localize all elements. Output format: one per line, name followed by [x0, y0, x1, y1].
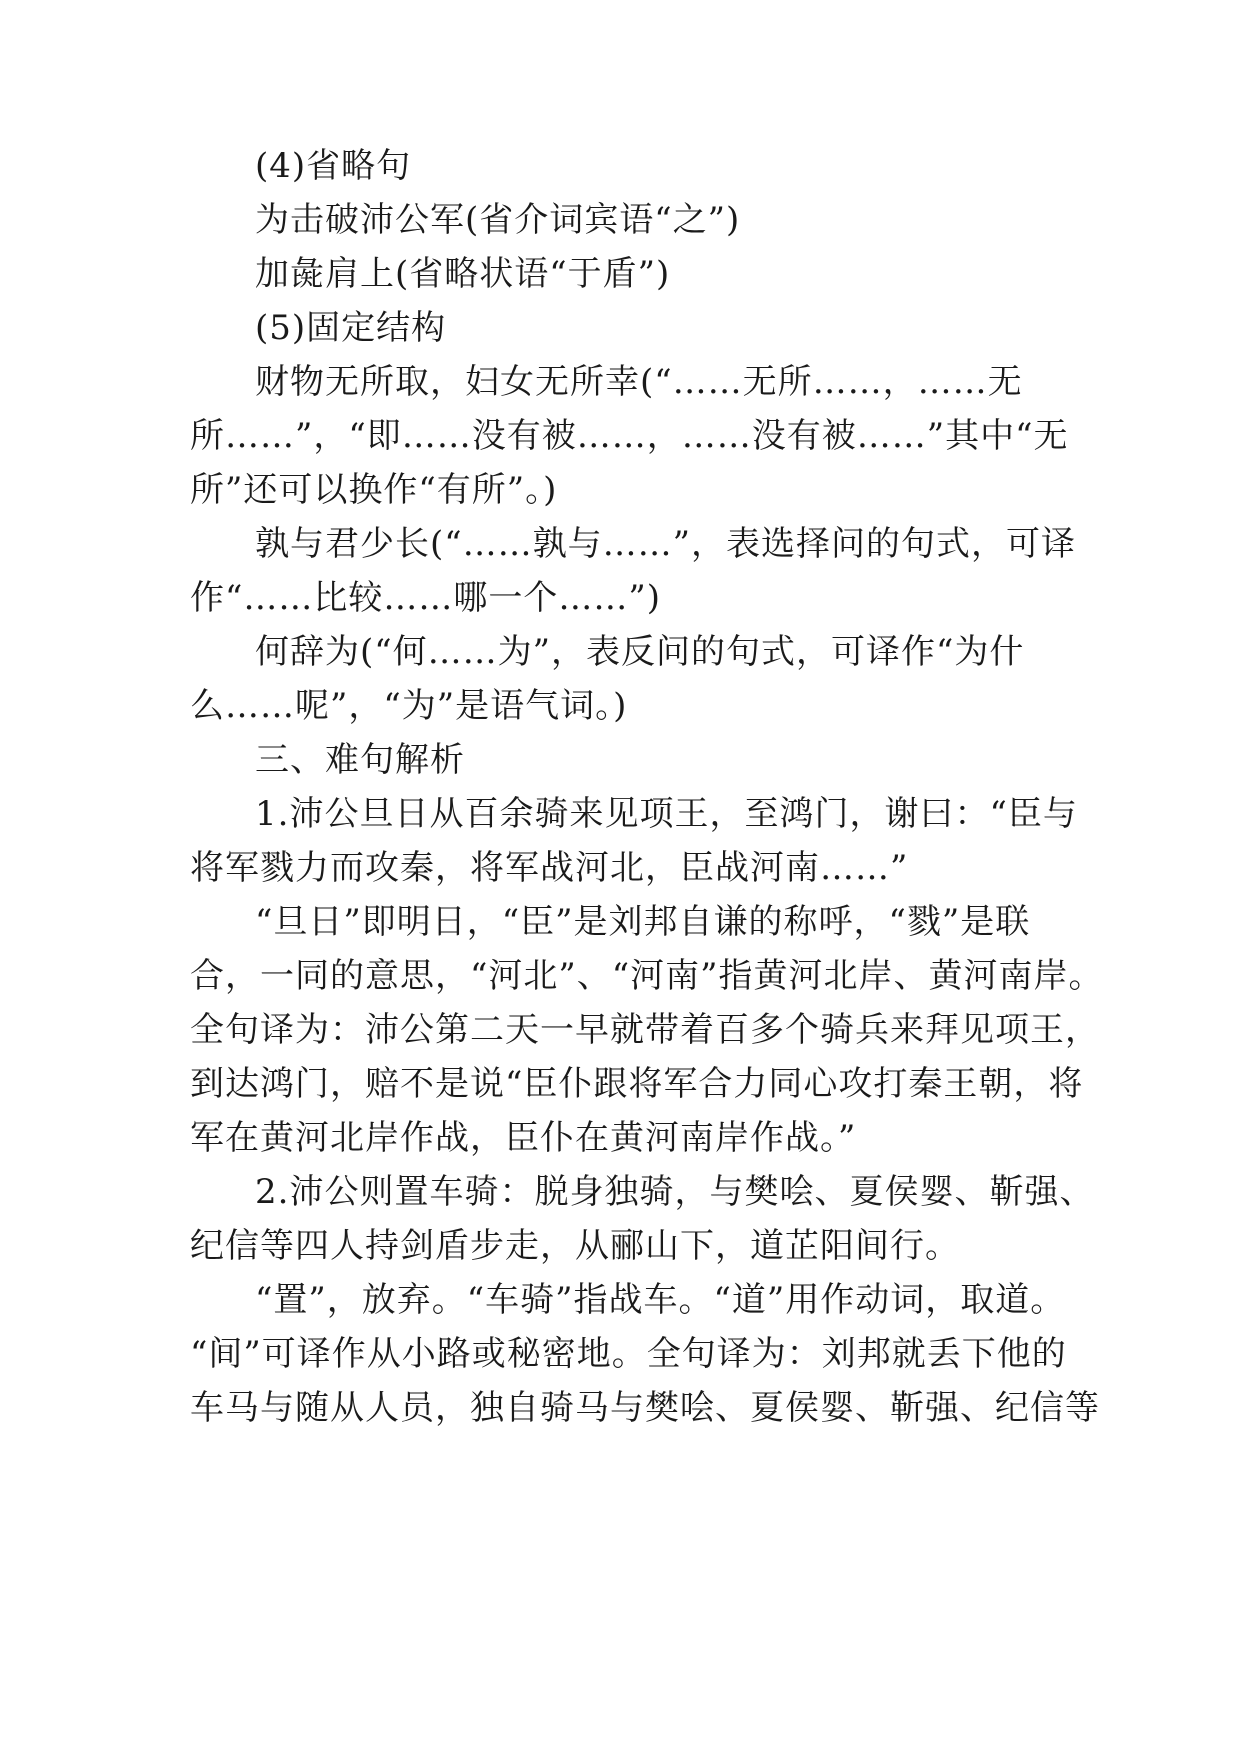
text-line: 2.沛公则置车骑：脱身独骑，与樊哙、夏侯婴、靳强、: [255, 1172, 1095, 1212]
text-line: 作“……比较……哪一个……”): [190, 578, 662, 618]
text-line: 加彘肩上(省略状语“于盾”): [255, 254, 671, 294]
text-line: 到达鸿门，赔不是说“臣仆跟将军合力同心攻打秦王朝，将: [190, 1064, 1084, 1104]
text-line: 何辞为(“何……为”，表反问的句式，可译作“为什: [255, 632, 1025, 672]
heading-fixed-structure: (5)固定结构: [255, 308, 447, 348]
text-line: “置”，放弃。“车骑”指战车。“道”用作动词，取道。: [255, 1280, 1066, 1320]
text-line: 所”还可以换作“有所”。): [190, 470, 558, 510]
text-line: 合，一同的意思，“河北”、“河南”指黄河北岸、黄河南岸。: [190, 956, 1104, 996]
text-line: 1.沛公旦日从百余骑来见项王，至鸿门，谢曰：“臣与: [255, 794, 1078, 834]
heading-ellipsis-sentence: (4)省略句: [255, 146, 412, 186]
text-line: 全句译为：沛公第二天一早就带着百多个骑兵来拜见项王，: [190, 1010, 1100, 1050]
text-line: 车马与随从人员，独自骑马与樊哙、夏侯婴、靳强、纪信等: [190, 1388, 1100, 1428]
text-line: 么……呢”，“为”是语气词。): [190, 686, 628, 726]
section-heading: 三、难句解析: [255, 740, 465, 780]
text-line: 所……”，“即……没有被……，……没有被……”其中“无: [190, 416, 1069, 456]
text-line: 军在黄河北岸作战，臣仆在黄河南岸作战。”: [190, 1118, 857, 1158]
text-line: 财物无所取，妇女无所幸(“……无所……，……无: [255, 362, 1023, 402]
text-line: 将军戮力而攻秦，将军战河北，臣战河南……”: [190, 848, 909, 888]
text-line: “间”可译作从小路或秘密地。全句译为：刘邦就丢下他的: [190, 1334, 1067, 1374]
text-line: 孰与君少长(“……孰与……”，表选择问的句式，可译: [255, 524, 1077, 564]
text-line: “旦日”即明日，“臣”是刘邦自谦的称呼，“戮”是联: [255, 902, 1031, 942]
text-line: 为击破沛公军(省介词宾语“之”): [255, 200, 741, 240]
text-line: 纪信等四人持剑盾步走，从郦山下，道芷阳间行。: [190, 1226, 960, 1266]
